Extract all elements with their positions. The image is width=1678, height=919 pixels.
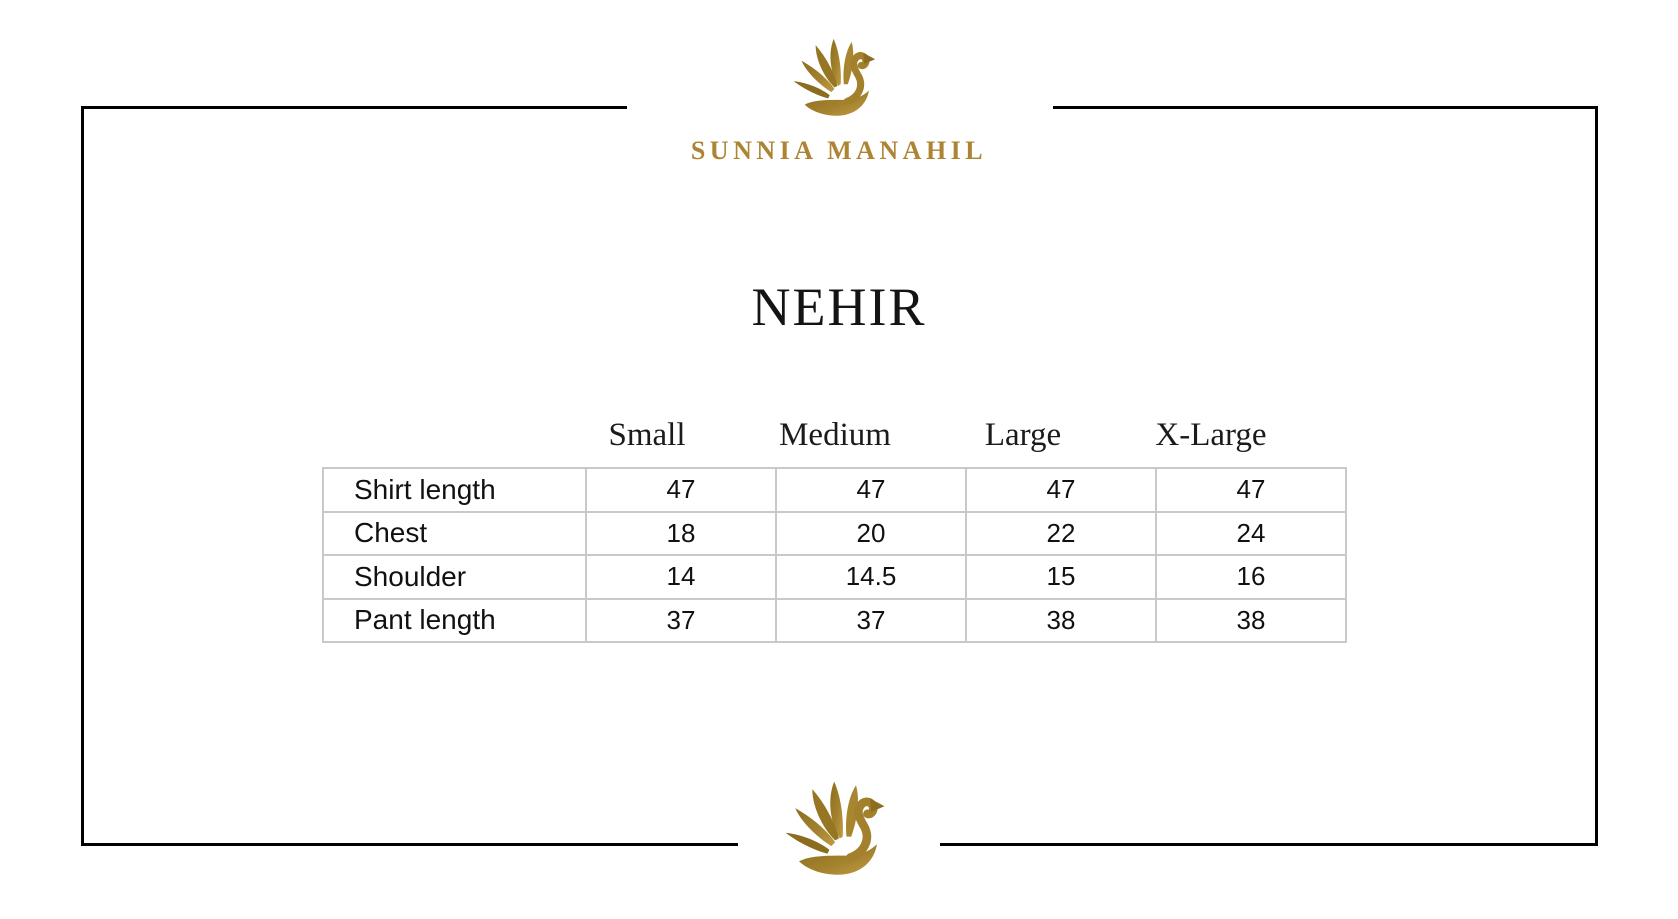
size-value: 14.5 bbox=[776, 555, 966, 599]
table-row bbox=[323, 468, 1346, 512]
size-value: 18 bbox=[586, 512, 776, 556]
size-value: 38 bbox=[966, 599, 1156, 643]
size-value: 38 bbox=[1156, 599, 1346, 643]
column-header-medium: Medium bbox=[779, 417, 891, 453]
row-label-shirt-length: Shirt length bbox=[323, 468, 586, 512]
size-value: 14 bbox=[586, 555, 776, 599]
size-value: 47 bbox=[586, 468, 776, 512]
product-title: NEHIR bbox=[751, 277, 927, 337]
brand-name: SUNNIA MANAHIL bbox=[690, 136, 988, 165]
size-value: 20 bbox=[776, 512, 966, 556]
size-chart-table bbox=[322, 467, 1347, 643]
size-value: 16 bbox=[1156, 555, 1346, 599]
swan-logo-icon bbox=[789, 36, 883, 120]
size-value: 24 bbox=[1156, 512, 1346, 556]
size-column-headers bbox=[322, 398, 1305, 460]
row-label-pant-length: Pant length bbox=[323, 599, 586, 643]
table-row bbox=[323, 512, 1346, 556]
table-row bbox=[323, 599, 1346, 643]
size-value: 47 bbox=[776, 468, 966, 512]
column-header-small: Small bbox=[608, 417, 686, 453]
size-value: 47 bbox=[1156, 468, 1346, 512]
table-row bbox=[323, 555, 1346, 599]
size-value: 15 bbox=[966, 555, 1156, 599]
column-header-large: Large bbox=[984, 417, 1062, 453]
size-value: 22 bbox=[966, 512, 1156, 556]
size-value: 37 bbox=[776, 599, 966, 643]
size-value: 47 bbox=[966, 468, 1156, 512]
row-label-chest: Chest bbox=[323, 512, 586, 556]
column-header-xlarge: X-Large bbox=[1155, 417, 1267, 453]
column-header-spacer bbox=[322, 454, 553, 460]
row-label-shoulder: Shoulder bbox=[323, 555, 586, 599]
swan-logo-icon bbox=[780, 779, 894, 879]
size-value: 37 bbox=[586, 599, 776, 643]
